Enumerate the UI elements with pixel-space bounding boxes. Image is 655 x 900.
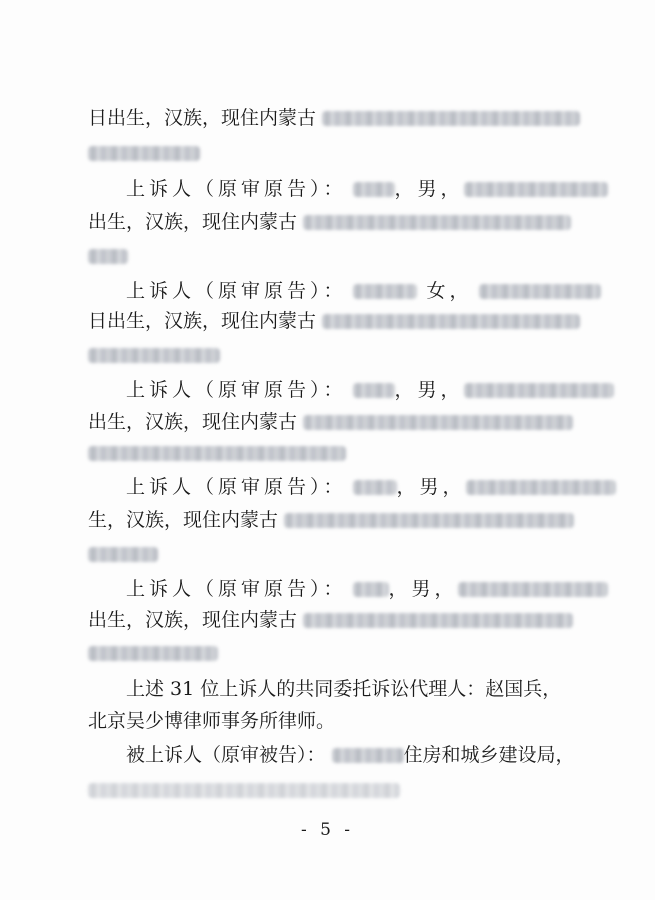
agent-line: [126, 674, 561, 704]
redacted-address: [322, 111, 580, 126]
agent-text: 上述 31 位上诉人的共同委托诉讼代理人：赵国兵，: [126, 678, 562, 700]
appellant-line: [126, 375, 614, 405]
redacted-birthdate: [458, 582, 608, 597]
appellant-line: [126, 276, 601, 306]
redacted-address: [88, 348, 220, 363]
residence-text: 生，汉族，现住内蒙古: [88, 509, 279, 531]
text-line: [88, 241, 128, 271]
redacted-address: [284, 513, 574, 528]
redacted-address: [303, 415, 573, 430]
appellant-label: 上诉人（原审原告）：: [126, 280, 347, 302]
text-line: [88, 539, 158, 569]
text-line: [88, 605, 573, 635]
appellant-line: [126, 472, 616, 502]
redacted-address: [88, 646, 218, 661]
appellant-label: 上诉人（原审原告）：: [126, 476, 347, 498]
gender-text: ，男，: [388, 578, 458, 600]
redacted-name: [353, 480, 397, 495]
respondent-line: [126, 740, 575, 770]
appellant-label: 上诉人（原审原告）：: [126, 379, 347, 401]
gender-text: 女，: [426, 280, 473, 302]
redacted-address: [303, 613, 573, 628]
residence-text: 出生，汉族，现住内蒙古: [88, 609, 298, 631]
appellant-line: [126, 174, 608, 204]
text-line: [88, 438, 346, 468]
redacted-name: [353, 383, 395, 398]
text-line: [88, 340, 220, 370]
redacted-name: [353, 182, 395, 197]
redacted-birthdate: [464, 182, 608, 197]
residence-text: 出生，汉族，现住内蒙古: [88, 211, 298, 233]
redacted-birthdate: [464, 383, 614, 398]
text-line: [88, 505, 574, 535]
respondent-tail: 住房和城乡建设局，: [403, 744, 575, 766]
respondent-label: 被上诉人（原审被告）：: [126, 744, 326, 766]
residence-text: 日出生，汉族，现住内蒙古: [88, 107, 317, 129]
text-line: [88, 706, 335, 736]
text-line: [88, 138, 200, 168]
gender-text: ，男，: [396, 476, 466, 498]
residence-text: 日出生，汉族，现住内蒙古: [88, 310, 317, 332]
redacted-name: [353, 582, 389, 597]
gender-text: ，男，: [394, 178, 464, 200]
redacted-address: [88, 446, 346, 461]
page-number: - 5 -: [300, 820, 355, 840]
redacted-address: [88, 547, 158, 562]
appellant-label: 上诉人（原审原告）：: [126, 178, 347, 200]
redacted-address: [322, 314, 580, 329]
gender-text: ，男，: [394, 379, 464, 401]
redacted-address: [88, 146, 200, 161]
redacted-birthdate: [466, 480, 616, 495]
redacted-name: [353, 284, 417, 299]
appellant-line: [126, 574, 608, 604]
text-line: [88, 103, 580, 133]
redacted-address: [88, 249, 128, 264]
text-line: [88, 306, 580, 336]
text-line: [88, 207, 571, 237]
text-line: [88, 638, 218, 668]
residence-text: 出生，汉族，现住内蒙古: [88, 411, 298, 433]
redacted-address: [88, 783, 400, 798]
appellant-label: 上诉人（原审原告）：: [126, 578, 347, 600]
law-firm-text: 北京吴少博律师事务所律师。: [88, 710, 336, 732]
redacted-city: [332, 748, 404, 763]
redacted-birthdate: [479, 284, 601, 299]
redacted-address: [303, 215, 571, 230]
text-line: [88, 775, 400, 805]
text-line: [88, 407, 573, 437]
